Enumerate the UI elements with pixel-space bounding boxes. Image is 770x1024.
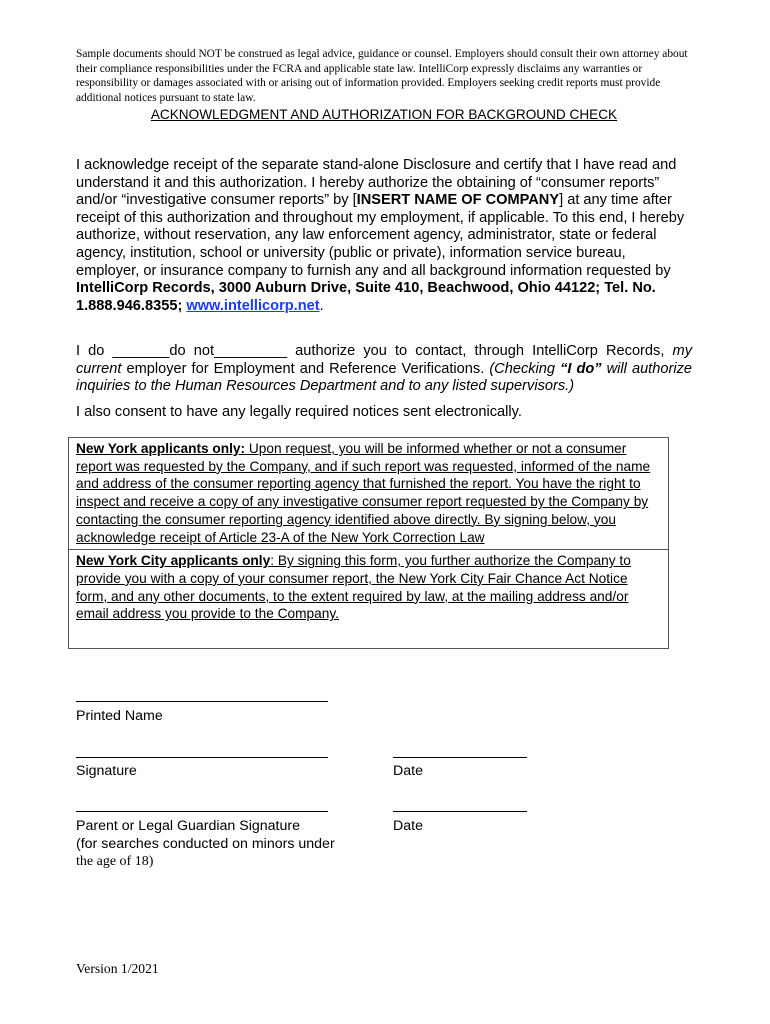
date-label: Date bbox=[393, 763, 423, 779]
new-york-city-text: : By signing this form, you further authorize the Company to provide you with a copy of your consumer report, the New York City Fair Chance Act Notice form, and any other documents, to the extent required by law, at the mailing address and/or email address you provide to the Company. bbox=[76, 553, 631, 622]
employer-contact-text-part1: I do _______do not_________ authorize you to contact, through IntelliCorp Records, bbox=[76, 343, 673, 359]
guardian-date-label: Date bbox=[393, 818, 423, 834]
new-york-city-notice bbox=[69, 549, 668, 626]
printed-name-label: Printed Name bbox=[76, 708, 163, 724]
printed-name-line[interactable] bbox=[76, 701, 328, 702]
new-york-city-label: New York City applicants only bbox=[76, 553, 271, 569]
document-title: ACKNOWLEDGMENT AND AUTHORIZATION FOR BACKGROUND CHECK bbox=[150, 107, 618, 122]
guardian-note-line1: (for searches conducted on minors under bbox=[76, 836, 335, 852]
authorization-text-part2: ] at any time after receipt of this authorization and throughout my employment, if applicable. To this end, I hereby authorize, without reservation, any law enforcement agency, administrator, state or federal agency, institution, school or university (public or private), information service bureau, employer, or insurance company to furnish any and all background information requested by bbox=[76, 192, 685, 279]
signature-label: Signature bbox=[76, 763, 137, 779]
intellicorp-website-link[interactable]: www.intellicorp.net bbox=[186, 297, 320, 314]
intellicorp-contact: IntelliCorp Records, 3000 Auburn Drive, Suite 410, Beachwood, Ohio 44122; Tel. No. 1.888.946.8355; bbox=[76, 280, 656, 314]
version-label: Version 1/2021 bbox=[76, 961, 159, 976]
authorization-text-end: . bbox=[319, 297, 324, 314]
date-line[interactable] bbox=[393, 757, 527, 758]
guardian-date-line[interactable] bbox=[393, 811, 527, 812]
authorization-text-part1: I acknowledge receipt of the separate stand-alone Disclosure and certify that I have read and understand it and this authorization. I hereby authorize the obtaining of “consumer reports” and/or “investigative consumer reports” by [ bbox=[76, 157, 677, 209]
new-york-label: New York applicants only: bbox=[76, 441, 246, 456]
guardian-note-line2: the age of 18) bbox=[76, 854, 154, 869]
employer-contact-italic1: my current bbox=[76, 343, 692, 377]
employer-contact-italic2c: will authorize inquiries to the Human Resources Department and to any listed supervisors.) bbox=[76, 360, 692, 395]
guardian-signature-label: Parent or Legal Guardian Signature bbox=[76, 818, 300, 834]
employer-contact-i-do: “I do” bbox=[560, 360, 602, 377]
signature-line[interactable] bbox=[76, 757, 328, 758]
guardian-signature-line[interactable] bbox=[76, 811, 328, 812]
company-name-placeholder: INSERT NAME OF COMPANY bbox=[356, 192, 560, 209]
employer-contact-text-part2: employer for Employment and Reference Verifications. bbox=[121, 360, 490, 377]
new-york-notice bbox=[69, 438, 668, 549]
electronic-consent-paragraph: I also consent to have any legally required notices sent electronically. bbox=[76, 404, 522, 420]
authorization-paragraph bbox=[76, 157, 692, 315]
disclaimer-text: Sample documents should NOT be construed as legal advice, guidance or counsel. Employers should consult their own attorney about their compliance responsibilities under the FCRA and applicable state law. IntelliCorp expressly disclaims any warranties or responsibility or damages associated with or arising out of information provided. Employers seeking credit reports must provide additional notices pursuant to state law. bbox=[76, 48, 688, 104]
employer-contact-italic2a: (Checking bbox=[489, 360, 561, 377]
new-york-text: Upon request, you will be informed whether or not a consumer report was requested by the Company, and if such report was requested, informed of the name and address of the consumer reporting agency that furnished the report. You have the right to inspect and receive a copy of any investigative consumer report requested by the Company by contacting the consumer reporting agency identified above directly. By signing below, you acknowledge receipt of Article 23-A of the New York Correction Law bbox=[76, 441, 651, 545]
employer-contact-paragraph bbox=[76, 343, 692, 396]
new-york-notice-box bbox=[68, 437, 669, 649]
